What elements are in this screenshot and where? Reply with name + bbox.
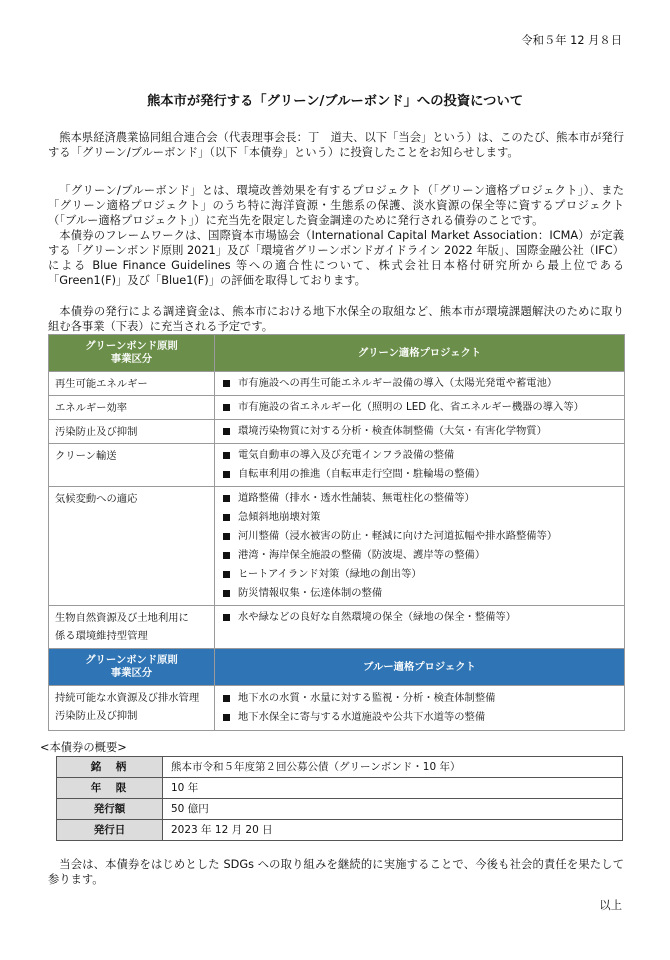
category-cell: クリーン輸送 bbox=[49, 444, 215, 487]
category-cell: 持続可能な水資源及び排水管理 汚染防止及び抑制 bbox=[49, 686, 215, 731]
green-header-project: グリーン適格プロジェクト bbox=[215, 335, 625, 372]
bullet-square-icon bbox=[223, 380, 230, 387]
category-cell: エネルギー効率 bbox=[49, 396, 215, 420]
paragraph-commitment: 当会は、本債券をはじめとした SDGs への取り組みを継続的に実施することで、今後も社会的責任を果たして参ります。 bbox=[48, 858, 624, 886]
bullet-square-icon bbox=[223, 514, 230, 521]
list-item: 環境汚染物質に対する分析・検査体制整備（大気・有害化学物質） bbox=[223, 422, 618, 441]
category-cell: 汚染防止及び抑制 bbox=[49, 420, 215, 444]
green-header-row bbox=[49, 335, 625, 372]
summary-value: 50 億円 bbox=[163, 799, 623, 820]
bullet-square-icon bbox=[223, 533, 230, 540]
bullet-square-icon bbox=[223, 552, 230, 559]
table-row bbox=[57, 820, 623, 841]
summary-value: 2023 年 12 月 20 日 bbox=[163, 820, 623, 841]
projects-table bbox=[48, 334, 625, 731]
bullet-square-icon bbox=[223, 695, 230, 702]
summary-key: 銘 柄 bbox=[57, 757, 163, 778]
category-cell: 生物自然資源及び土地利用に 係る環境維持型管理 bbox=[49, 606, 215, 649]
list-item: 急傾斜地崩壊対策 bbox=[223, 508, 618, 527]
list-item: 地下水の水質・水量に対する監視・分析・検査体制整備 bbox=[223, 689, 618, 708]
document-title: 熊本市が発行する「グリーン/ブルーボンド」への投資について bbox=[146, 94, 524, 109]
list-item: ヒートアイランド対策（緑地の創出等） bbox=[223, 565, 618, 584]
table-row bbox=[57, 757, 623, 778]
list-item: 市有施設への再生可能エネルギー設備の導入（太陽光発電や蓄電池） bbox=[223, 374, 618, 393]
table-row bbox=[49, 420, 625, 444]
paragraph-intro: 熊本県経済農業協同組合連合会（代表理事会長：丁 道夫、以下「当会」という）は、このたび、熊本市が発行する「グリーン/ブルーボンド」（以下「本債券」という）に投資したことをお知らせします。 bbox=[48, 131, 624, 159]
bullet-square-icon bbox=[223, 471, 230, 478]
closing-remark: 以上 bbox=[599, 899, 622, 912]
list-item: 港湾・海岸保全施設の整備（防波堤、護岸等の整備） bbox=[223, 546, 618, 565]
paragraph-definition: 「グリーン/ブルーボンド」とは、環境改善効果を有するプロジェクト（「グリーン適格プロジェクト」）、また「グリーン適格プロジェクト」のうち特に海洋資源・生態系の保護、淡水資源の保全等に資するプロジェクト（「ブルー適格プロジェクト」）に充当先を限定した資金調達のために発行される債券のことです。 bbox=[48, 184, 624, 227]
summary-key: 年 限 bbox=[57, 778, 163, 799]
blue-header-project: ブルー適格プロジェクト bbox=[215, 649, 625, 686]
table-row bbox=[57, 778, 623, 799]
table-row bbox=[49, 444, 625, 487]
document-date: 令和５年 12 月８日 bbox=[521, 34, 622, 47]
list-item: 水や緑などの良好な自然環境の保全（緑地の保全・整備等） bbox=[223, 608, 618, 627]
paragraph-use-of-funds: 本債券の発行による調達資金は、熊本市における地下水保全の取組など、熊本市が環境課題解決のために取り組む各事業（下表）に充当される予定です。 bbox=[48, 305, 624, 333]
table-row bbox=[49, 372, 625, 396]
table-row bbox=[49, 606, 625, 649]
summary-value: 10 年 bbox=[163, 778, 623, 799]
category-cell: 再生可能エネルギー bbox=[49, 372, 215, 396]
list-item: 自転車利用の推進（自転車走行空間・駐輪場の整備） bbox=[223, 465, 618, 484]
table-row bbox=[49, 686, 625, 731]
bullet-square-icon bbox=[223, 452, 230, 459]
blue-header-row bbox=[49, 649, 625, 686]
bullet-square-icon bbox=[223, 428, 230, 435]
summary-value: 熊本市令和５年度第２回公募公債（グリーンボンド・10 年） bbox=[163, 757, 623, 778]
blue-header-category: グリーンボンド原則 事業区分 bbox=[49, 649, 215, 686]
table-row bbox=[57, 799, 623, 820]
bullet-square-icon bbox=[223, 404, 230, 411]
bullet-square-icon bbox=[223, 614, 230, 621]
list-item: 河川整備（浸水被害の防止・軽減に向けた河道拡幅や排水路整備等） bbox=[223, 527, 618, 546]
summary-key: 発行額 bbox=[57, 799, 163, 820]
paragraph-framework: 本債券のフレームワークは、国際資本市場協会（International Capital Market Association：ICMA）が定義する「グリーンボンド原則 2021」及び「環境省グリーンボンドガイドライン 2022 年版」、国際金融公社（IFC）による Blue Finance Guidelines 等への適合性について、株式会社日本格付研究所から最上位である「Green1(F)」及び「Blue1(F)」の評価を取得しております。 bbox=[48, 229, 624, 287]
bullet-square-icon bbox=[223, 495, 230, 502]
table-row bbox=[49, 396, 625, 420]
category-cell: 気候変動への適応 bbox=[49, 487, 215, 606]
summary-key: 発行日 bbox=[57, 820, 163, 841]
list-item: 道路整備（排水・透水性舗装、無電柱化の整備等） bbox=[223, 489, 618, 508]
green-header-category: グリーンボンド原則 事業区分 bbox=[49, 335, 215, 372]
summary-title: <本債券の概要> bbox=[40, 741, 127, 754]
bullet-square-icon bbox=[223, 590, 230, 597]
summary-table bbox=[56, 756, 623, 841]
list-item: 防災情報収集・伝達体制の整備 bbox=[223, 584, 618, 603]
list-item: 電気自動車の導入及び充電インフラ設備の整備 bbox=[223, 446, 618, 465]
table-row bbox=[49, 487, 625, 606]
list-item: 地下水保全に寄与する水道施設や公共下水道等の整備 bbox=[223, 708, 618, 727]
list-item: 市有施設の省エネルギー化（照明の LED 化、省エネルギー機器の導入等） bbox=[223, 398, 618, 417]
bullet-square-icon bbox=[223, 571, 230, 578]
bullet-square-icon bbox=[223, 714, 230, 721]
